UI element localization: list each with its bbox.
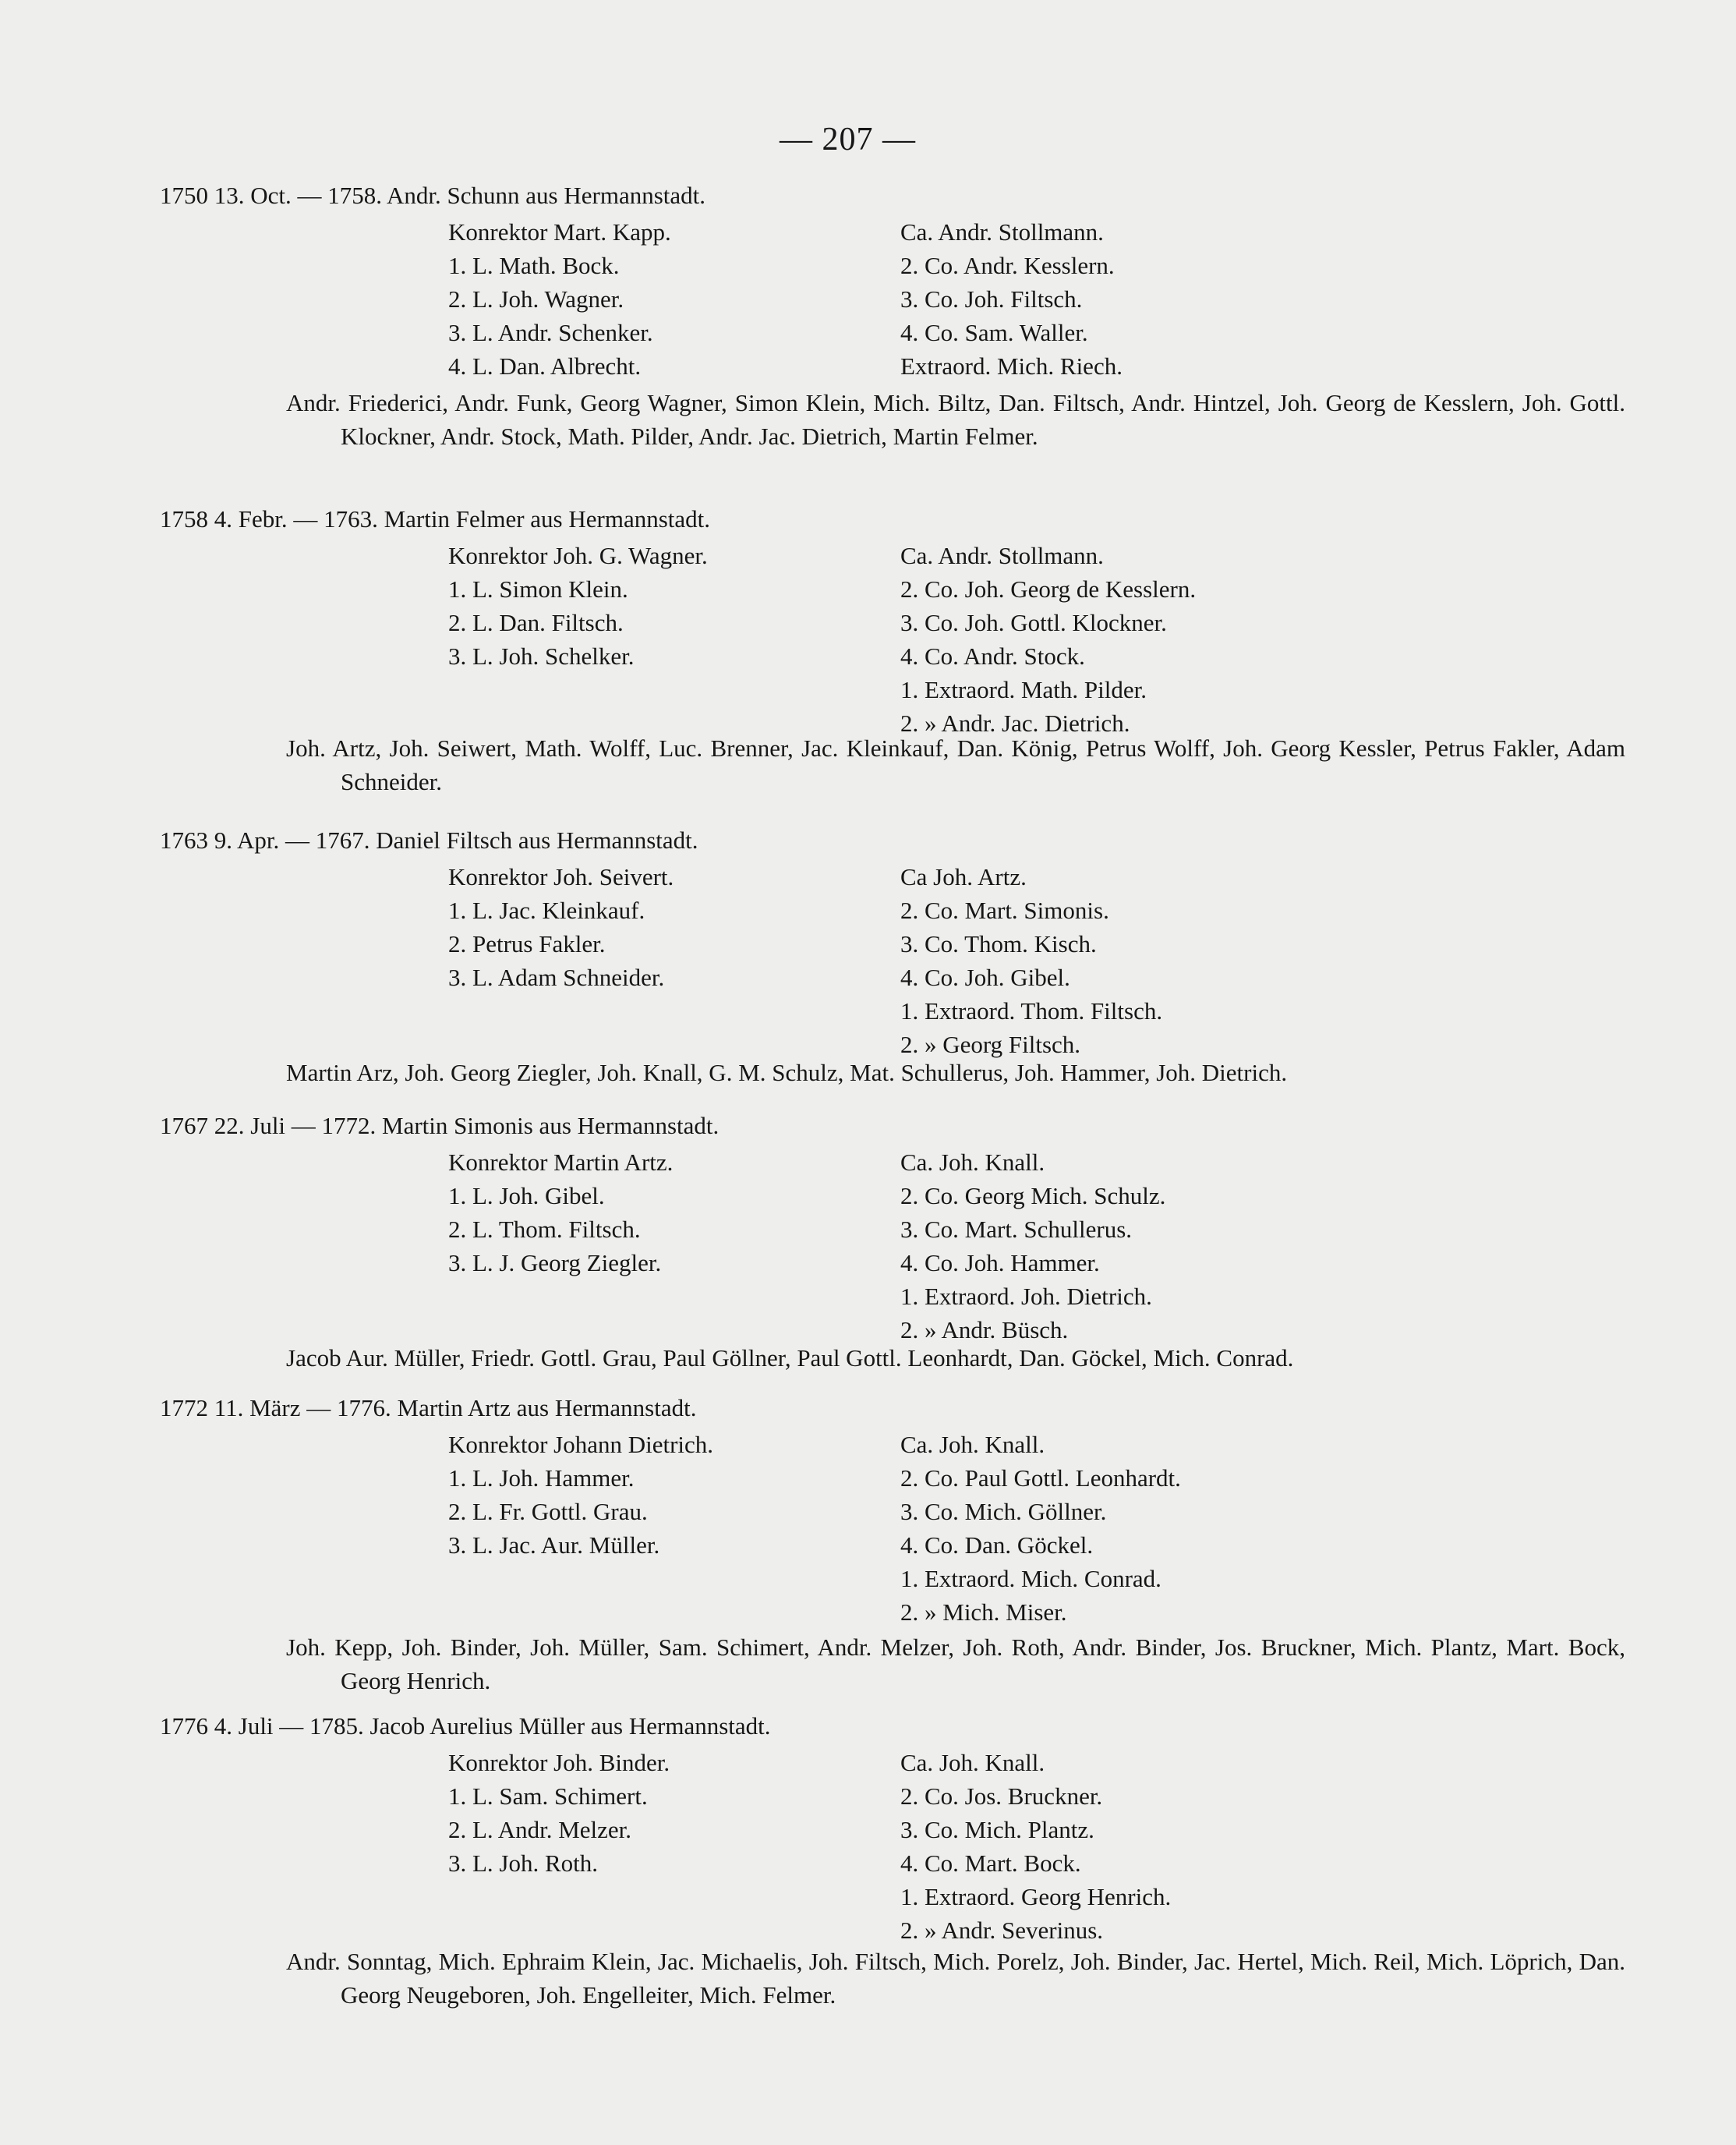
- teachers-right-column: [900, 1428, 1181, 1629]
- teacher-entry: 2. L. Fr. Gottl. Grau.: [448, 1498, 648, 1525]
- teacher-entry: Ca. Joh. Knall.: [900, 1749, 1045, 1776]
- teacher-entry: 2. L. Thom. Filtsch.: [448, 1216, 641, 1243]
- teacher-entry: 2. L. Dan. Filtsch.: [448, 609, 624, 636]
- teachers-left-column: [448, 1746, 670, 1880]
- teacher-entry: Konrektor Joh. G. Wagner.: [448, 542, 708, 569]
- teacher-entry: 3. Co. Joh. Gottl. Klockner.: [900, 609, 1167, 636]
- names-list: Jacob Aur. Müller, Friedr. Gottl. Grau, Paul Göllner, Paul Gottl. Leonhardt, Dan. Göckel, Mich. Conrad.: [286, 1344, 1294, 1372]
- teachers-left-column: [448, 1428, 713, 1562]
- teacher-entry: 2. Co. Mart. Simonis.: [900, 897, 1109, 924]
- teacher-entry: Konrektor Mart. Kapp.: [448, 218, 671, 246]
- teacher-entry: Konrektor Johann Dietrich.: [448, 1431, 714, 1458]
- teacher-entry: 2. Co. Paul Gottl. Leonhardt.: [900, 1464, 1181, 1492]
- teacher-entry: 2. Co. Georg Mich. Schulz.: [900, 1182, 1166, 1209]
- teacher-entry: 4. Co. Joh. Hammer.: [900, 1249, 1100, 1276]
- teacher-entry: 3. L. J. Georg Ziegler.: [448, 1249, 662, 1276]
- section-period: 1750 13. Oct. — 1758. Andr. Schunn aus Hermannstadt.: [160, 182, 706, 209]
- teacher-entry: 1. Extraord. Georg Henrich.: [900, 1883, 1172, 1910]
- teacher-entry: Ca. Andr. Stollmann.: [900, 542, 1104, 569]
- teacher-entry: Konrektor Joh. Seivert.: [448, 863, 674, 890]
- teacher-entry: 2. » Georg Filtsch.: [900, 1031, 1081, 1058]
- names-list: Martin Arz, Joh. Georg Ziegler, Joh. Knall, G. M. Schulz, Mat. Schullerus, Joh. Hammer, Joh. Dietrich.: [286, 1059, 1288, 1086]
- teachers-left-column: [448, 860, 674, 994]
- teacher-entry: Ca. Andr. Stollmann.: [900, 218, 1104, 246]
- teacher-entry: 3. L. Jac. Aur. Müller.: [448, 1531, 660, 1559]
- teacher-entry: 4. Co. Mart. Bock.: [900, 1849, 1081, 1877]
- teacher-entry: 3. Co. Mart. Schullerus.: [900, 1216, 1133, 1243]
- section-period: 1763 9. Apr. — 1767. Daniel Filtsch aus Hermannstadt.: [160, 826, 698, 854]
- teacher-entry: 2. Co. Jos. Bruckner.: [900, 1782, 1103, 1810]
- teacher-entry: 2. L. Joh. Wagner.: [448, 285, 624, 313]
- teacher-entry: 1. Extraord. Thom. Filtsch.: [900, 997, 1163, 1025]
- teacher-entry: 3. L. Adam Schneider.: [448, 964, 665, 991]
- teacher-entry: 2. Co. Joh. Georg de Kesslern.: [900, 575, 1197, 603]
- section-period: 1772 11. März — 1776. Martin Artz aus Hermannstadt.: [160, 1394, 697, 1421]
- teachers-right-column: [900, 1746, 1171, 1947]
- teacher-entry: 2. » Mich. Miser.: [900, 1598, 1067, 1626]
- teacher-entry: 2. Co. Andr. Kesslern.: [900, 252, 1115, 279]
- teacher-entry: Konrektor Martin Artz.: [448, 1149, 674, 1176]
- teachers-right-column: [900, 215, 1123, 383]
- section-period: 1776 4. Juli — 1785. Jacob Aurelius Müller aus Hermannstadt.: [160, 1712, 771, 1740]
- teachers-left-column: [448, 1145, 673, 1280]
- teachers-left-column: [448, 539, 708, 673]
- teacher-entry: Ca. Joh. Knall.: [900, 1431, 1045, 1458]
- teachers-right-column: [900, 860, 1162, 1061]
- teacher-entry: 2. » Andr. Severinus.: [900, 1917, 1104, 1944]
- teacher-entry: 1. L. Jac. Kleinkauf.: [448, 897, 645, 924]
- teacher-entry: Extraord. Mich. Riech.: [900, 352, 1123, 380]
- teacher-entry: 3. L. Joh. Roth.: [448, 1849, 599, 1877]
- teacher-entry: 4. L. Dan. Albrecht.: [448, 352, 642, 380]
- teacher-entry: 1. L. Math. Bock.: [448, 252, 620, 279]
- page-number: — 207 —: [780, 122, 916, 158]
- names-list: Andr. Sonntag, Mich. Ephraim Klein, Jac. Michaelis, Joh. Filtsch, Mich. Porelz, Joh. Binder, Jac. Hertel, Mich. Reil, Mich. Löprich, Dan. Georg Neugeboren, Joh. Engelleiter, Mich. Felmer.: [286, 1948, 1625, 2009]
- teacher-entry: 2. L. Andr. Melzer.: [448, 1816, 632, 1843]
- teacher-entry: 1. L. Joh. Hammer.: [448, 1464, 635, 1492]
- teacher-entry: 1. L. Sam. Schimert.: [448, 1782, 648, 1810]
- teacher-entry: 4. Co. Joh. Gibel.: [900, 964, 1070, 991]
- teacher-entry: 4. Co. Dan. Göckel.: [900, 1531, 1094, 1559]
- teachers-right-column: [900, 539, 1196, 740]
- teacher-entry: Ca Joh. Artz.: [900, 863, 1027, 890]
- teacher-entry: Konrektor Joh. Binder.: [448, 1749, 670, 1776]
- teachers-left-column: [448, 215, 671, 383]
- teacher-entry: 1. Extraord. Math. Pilder.: [900, 676, 1147, 703]
- teacher-entry: 1. Extraord. Joh. Dietrich.: [900, 1283, 1152, 1310]
- teacher-entry: 4. Co. Sam. Waller.: [900, 319, 1088, 346]
- teacher-entry: 3. L. Joh. Schelker.: [448, 642, 635, 670]
- names-list: Joh. Artz, Joh. Seiwert, Math. Wolff, Luc. Brenner, Jac. Kleinkauf, Dan. König, Petrus Wolff, Joh. Georg Kessler, Petrus Fakler, Adam Schneider.: [286, 734, 1625, 795]
- teacher-entry: 3. Co. Joh. Filtsch.: [900, 285, 1083, 313]
- teacher-entry: 4. Co. Andr. Stock.: [900, 642, 1085, 670]
- teacher-entry: 1. Extraord. Mich. Conrad.: [900, 1565, 1161, 1592]
- teacher-entry: 3. L. Andr. Schenker.: [448, 319, 653, 346]
- section-period: 1758 4. Febr. — 1763. Martin Felmer aus Hermannstadt.: [160, 505, 711, 533]
- names-list: Joh. Kepp, Joh. Binder, Joh. Müller, Sam. Schimert, Andr. Melzer, Joh. Roth, Andr. Binder, Jos. Bruckner, Mich. Plantz, Mart. Bock, Georg Henrich.: [286, 1634, 1625, 1694]
- teacher-entry: 2. » Andr. Büsch.: [900, 1316, 1069, 1343]
- teacher-entry: 2. Petrus Fakler.: [448, 930, 606, 957]
- teacher-entry: 3. Co. Mich. Göllner.: [900, 1498, 1107, 1525]
- teachers-right-column: [900, 1145, 1165, 1347]
- teacher-entry: 1. L. Joh. Gibel.: [448, 1182, 605, 1209]
- teacher-entry: 3. Co. Mich. Plantz.: [900, 1816, 1094, 1843]
- teacher-entry: 3. Co. Thom. Kisch.: [900, 930, 1097, 957]
- names-list: Andr. Friederici, Andr. Funk, Georg Wagner, Simon Klein, Mich. Biltz, Dan. Filtsch, Andr. Hintzel, Joh. Georg de Kesslern, Joh. Gottl. Klockner, Andr. Stock, Math. Pilder, Andr. Jac. Dietrich, Martin Felmer.: [286, 389, 1625, 450]
- teacher-entry: 2. » Andr. Jac. Dietrich.: [900, 710, 1130, 737]
- section-period: 1767 22. Juli — 1772. Martin Simonis aus Hermannstadt.: [160, 1112, 720, 1139]
- teacher-entry: Ca. Joh. Knall.: [900, 1149, 1045, 1176]
- teacher-entry: 1. L. Simon Klein.: [448, 575, 628, 603]
